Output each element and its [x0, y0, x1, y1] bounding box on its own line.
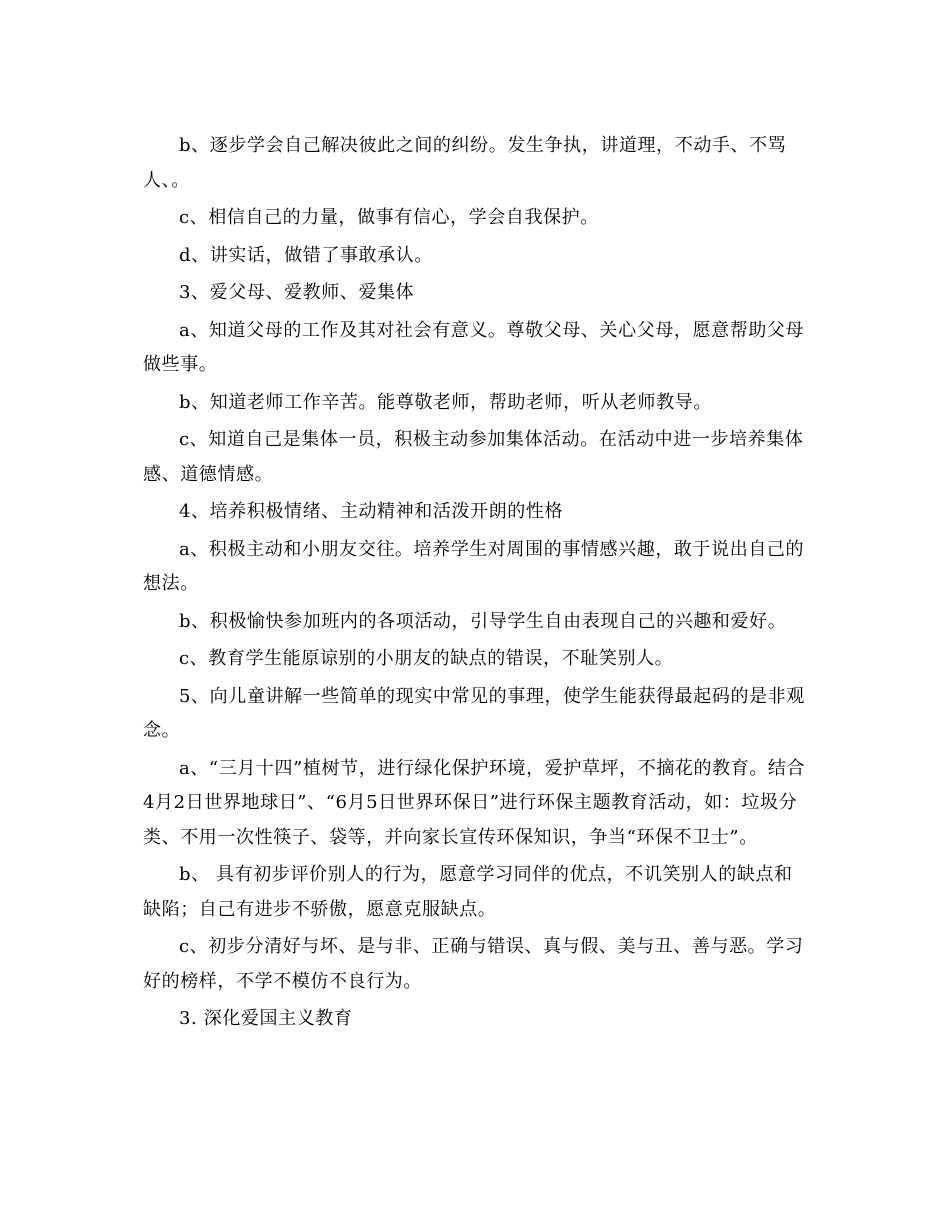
- paragraph-c-self-confidence: c、相信自己的力量，做事有信心，学会自我保护。: [179, 207, 599, 228]
- paragraph-b-evaluation: b、 具有初步评价别人的行为，愿意学习同伴的优点，不讥笑别人的缺点和缺陷；自己有进步不骄傲，愿意克服缺点。: [143, 864, 793, 920]
- paragraph-a-friends: a、积极主动和小朋友交往。培养学生对周围的事情感兴趣，敢于说出自己的想法。: [143, 538, 805, 594]
- paragraph-b-activities: b、积极愉快参加班内的各项活动，引导学生自由表现自己的兴趣和爱好。: [179, 610, 787, 632]
- section-heading-5-right-wrong: 5、向儿童讲解一些简单的现实中常见的事理，使学生能获得最起码的是非观念。: [143, 685, 805, 741]
- paragraph-c-good-and-bad: c、初步分清好与坏、是与非、正确与错误、真与假、美与丑、善与恶。学习好的榜样，不学不模仿不良行为。: [143, 936, 804, 992]
- document-body: [143, 129, 809, 1040]
- paragraph-c-forgiveness: c、教育学生能原谅别的小朋友的缺点的错误，不耻笑别人。: [179, 648, 674, 669]
- paragraph-b-resolve-disputes: b、逐步学会自己解决彼此之间的纠纷。发生争执，讲道理，不动手、不骂人、。: [143, 135, 787, 191]
- paragraph-a-parents: a、知道父母的工作及其对社会有意义。尊敬父母、关心父母，愿意帮助父母做些事。: [143, 319, 805, 375]
- section-heading-patriotism: 3. 深化爱国主义教育: [179, 1008, 353, 1029]
- paragraph-a-environment: a、“三月十四”植树节，进行绿化保护环境，爱护草坪，不摘花的教育。结合4月2日世界地球日”、“6月5日世界环保日”进行环保主题教育活动，如：垃圾分类、不用一次性筷子、袋等，并向家长宣传环保知识，争当“环保不卫士”。: [143, 757, 806, 848]
- paragraph-d-honesty: d、讲实话，做错了事敢承认。: [179, 244, 433, 266]
- section-heading-3-love: 3、爱父母、爱教师、爱集体: [179, 282, 415, 303]
- paragraph-b-teachers: b、知道老师工作辛苦。能尊敬老师，帮助老师，听从老师教导。: [179, 391, 712, 413]
- section-heading-4-character: 4、培养积极情绪、主动精神和活泼开朗的性格: [179, 501, 564, 522]
- paragraph-c-collective: c、知道自己是集体一员，积极主动参加集体活动。在活动中进一步培养集体感、道德情感。: [143, 429, 804, 485]
